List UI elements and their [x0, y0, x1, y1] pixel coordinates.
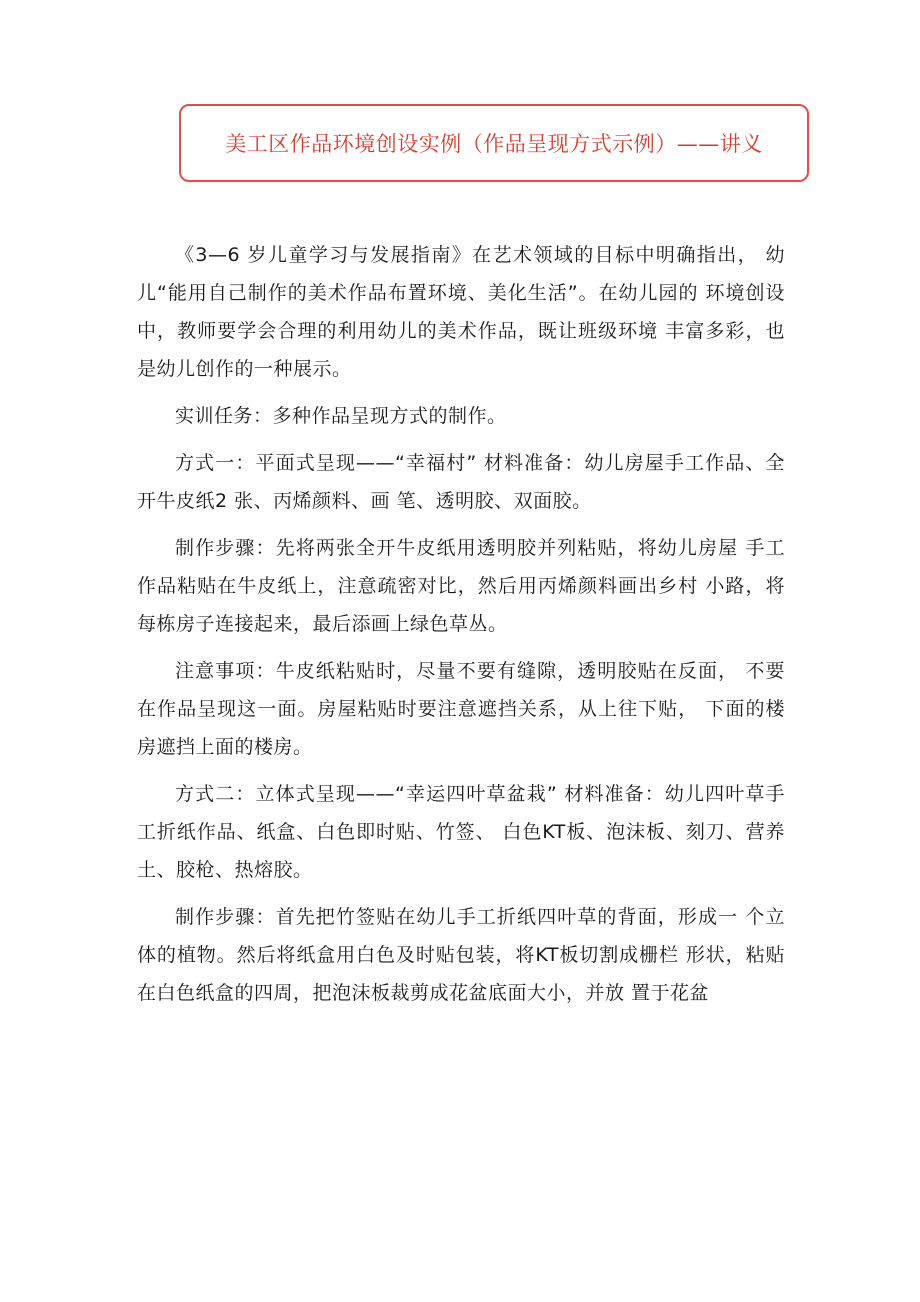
paragraph-notes-one: 注意事项：牛皮纸粘贴时，尽量不要有缝隙，透明胶贴在反面， 不要在作品呈现这一面。房屋粘贴时要注意遮挡关系，从上往下贴， 下面的楼房遮挡上面的楼房。: [137, 660, 785, 758]
document-title: 美工区作品环境创设实例（作品呈现方式示例）——讲义: [225, 132, 763, 156]
paragraph-method-one: 方式一：平面式呈现——“幸福村” 材料准备：幼儿房屋手工作品、全开牛皮纸2 张、丙烯颜料、画 笔、透明胶、双面胶。: [137, 452, 785, 512]
paragraph-method-two: 方式二：立体式呈现——“幸运四叶草盆栽” 材料准备：幼儿四叶草手工折纸作品、纸盒、白色即时贴、竹签、 白色KT板、泡沫板、刻刀、营养土、胶枪、热熔胶。: [137, 783, 785, 881]
document-body: [137, 236, 785, 1021]
paragraph-steps-one: 制作步骤：先将两张全开牛皮纸用透明胶并列粘贴，将幼儿房屋 手工作品粘贴在牛皮纸上，注意疏密对比，然后用丙烯颜料画出乡村 小路，将每栋房子连接起来，最后添画上绿色草丛。: [137, 537, 785, 635]
paragraph-task: 实训任务：多种作品呈现方式的制作。: [175, 405, 507, 427]
title-box: [179, 104, 809, 182]
paragraph-steps-two: 制作步骤：首先把竹签贴在幼儿手工折纸四叶草的背面，形成一 个立体的植物。然后将纸盒用白色及时贴包装，将KT板切割成栅栏 形状，粘贴在白色纸盒的四周，把泡沫板裁剪成花盆底面大小，并放 置于花盆: [137, 906, 785, 1004]
paragraph-intro: 《3—6 岁儿童学习与发展指南》在艺术领域的目标中明确指出， 幼儿“能用自己制作的美术作品布置环境、美化生活”。在幼儿园的 环境创设中，教师要学会合理的利用幼儿的美术作品，既让班级环境 丰富多彩，也是幼儿创作的一种展示。: [137, 244, 785, 380]
